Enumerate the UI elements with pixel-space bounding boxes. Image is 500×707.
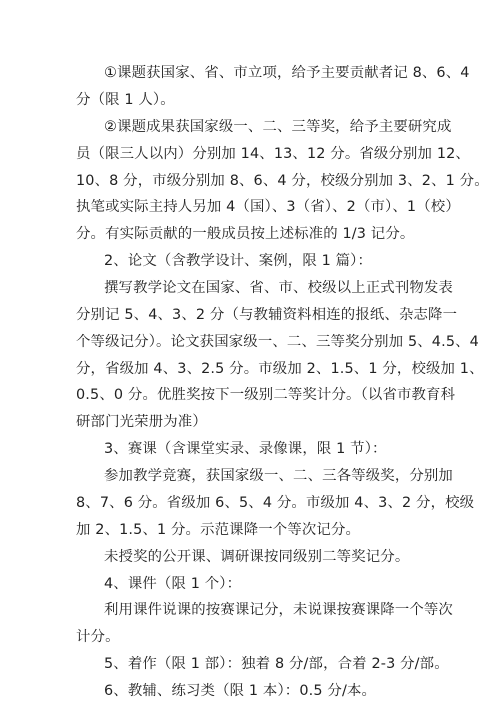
paragraph-line: 8、7、6 分。省级加 6、5、4 分。市级加 4、3、2 分，校级 <box>76 494 475 511</box>
section-heading: 4、课件（限 1 个）： <box>104 575 242 592</box>
paragraph-line: 分（限 1 人）。 <box>76 91 175 108</box>
paragraph-line: 撰写教学论文在国家、省、市、校级以上正式刊物发表 <box>104 280 453 296</box>
paragraph-line: ①课题获国家、省、市立项，给予主要贡献者记 8、6、4 <box>104 65 470 81</box>
section-heading: 2、论文（含教学设计、案例，限 1 篇）： <box>104 253 373 270</box>
section-heading: 6、教辅、练习类（限 1 本）：0.5 分/本。 <box>104 683 377 699</box>
paragraph-line: 0.5、0 分。优胜奖按下一级别二等奖计分。（以省市教育科 <box>76 387 456 404</box>
paragraph-line: 执笔或实际主持人另加 4（国）、3（省）、2（市）、1（校） <box>76 199 460 216</box>
paragraph-line: 员（限三人以内）分别加 14、13、12 分。省级分别加 12、 <box>76 145 470 162</box>
paragraph-line: 参加教学竞赛，获国家级一、二、三各等级奖，分别加 <box>104 468 453 484</box>
paragraph-line: 未授奖的公开课、调研课按同级别二等奖记分。 <box>104 548 410 565</box>
paragraph-line: 分。有实际贡献的一般成员按上述标准的 1/3 记分。 <box>76 226 415 243</box>
paragraph-line: 分，省级加 4、3、2.5 分。市级加 2、1.5、1 分，校级加 1、 <box>76 360 484 377</box>
section-heading: 5、着作（限 1 部）：独着 8 分/部，合着 2-3 分/部。 <box>104 656 449 673</box>
paragraph-line: 个等级记分）。论文获国家级一、二、三等奖分别加 5、4.5、4 <box>76 333 479 350</box>
paragraph-line: 加 2、1.5、1 分。示范课降一个等次记分。 <box>76 521 361 538</box>
paragraph-line: 计分。 <box>76 629 120 646</box>
paragraph-line: 分别记 5、4、3、2 分（与教辅资料相连的报纸、杂志降一 <box>76 306 458 323</box>
section-heading: 3、赛课（含课堂实录、录像课，限 1 节）： <box>104 441 387 458</box>
paragraph-line: 利用课件说课的按赛课记分，未说课按赛课降一个等次 <box>104 602 453 619</box>
paragraph-line: 研部门光荣册为准） <box>76 414 207 431</box>
paragraph-line: ②课题成果获国家级一、二、三等奖，给予主要研究成 <box>104 118 452 135</box>
paragraph-line: 10、8 分，市级分别加 8、6、4 分，校级分别加 3、2、1 分。 <box>76 172 489 189</box>
